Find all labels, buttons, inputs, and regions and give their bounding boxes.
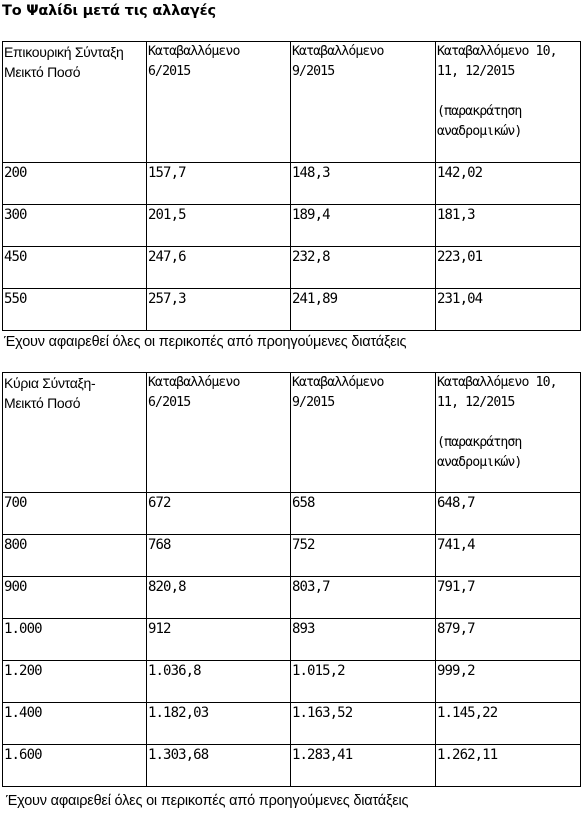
table-cell: 247,6 xyxy=(147,247,291,289)
table-cell: 803,7 xyxy=(291,577,436,619)
header-cell-9-2015 xyxy=(291,373,436,493)
table-cell: 148,3 xyxy=(291,163,436,205)
table-cell: 550 xyxy=(3,289,147,331)
table-cell: 1.145,22 xyxy=(436,703,581,745)
header-cell-10-12-2015 xyxy=(436,373,581,493)
header-text: Επικουρική Σύνταξη xyxy=(4,44,124,60)
header-text: Καταβαλλόμενο xyxy=(292,375,384,390)
table-cell: 1.015,2 xyxy=(291,661,436,703)
header-text: Κύρια Σύνταξη- xyxy=(4,375,96,391)
table-cell: 900 xyxy=(3,577,147,619)
table-footnote: Έχουν αφαιρεθεί όλες οι περικοπές από προηγούμενες διατάξεις xyxy=(4,334,407,350)
table-cell: 700 xyxy=(3,493,147,535)
table-cell: 142,02 xyxy=(436,163,581,205)
table-cell: 879,7 xyxy=(436,619,581,661)
header-text: 9/2015 xyxy=(292,64,335,79)
table-cell: 181,3 xyxy=(436,205,581,247)
table-cell: 1.283,41 xyxy=(291,745,436,787)
table-row xyxy=(3,703,581,745)
table-row xyxy=(3,205,581,247)
table-row xyxy=(3,493,581,535)
table-cell: 791,7 xyxy=(436,577,581,619)
header-note: αναδρομικών) xyxy=(437,455,522,470)
table-cell: 768 xyxy=(147,535,291,577)
table-cell: 1.000 xyxy=(3,619,147,661)
header-text: 9/2015 xyxy=(292,395,335,410)
table-cell: 300 xyxy=(3,205,147,247)
header-note: (παρακράτηση xyxy=(437,435,522,450)
table-header-row xyxy=(3,42,581,163)
table-cell: 893 xyxy=(291,619,436,661)
header-cell-10-12-2015 xyxy=(436,42,581,163)
table-footnote: Έχουν αφαιρεθεί όλες οι περικοπές από προηγούμενες διατάξεις xyxy=(6,793,409,809)
supplementary-pension-table xyxy=(2,41,581,331)
table-cell: 1.600 xyxy=(3,745,147,787)
table-row xyxy=(3,247,581,289)
header-text: 6/2015 xyxy=(148,395,191,410)
header-text: 6/2015 xyxy=(148,64,191,79)
table-cell: 257,3 xyxy=(147,289,291,331)
header-text: Μεικτό Ποσό xyxy=(4,395,81,411)
table-row xyxy=(3,289,581,331)
table-cell: 200 xyxy=(3,163,147,205)
table-header-row xyxy=(3,373,581,493)
table-cell: 1.200 xyxy=(3,661,147,703)
table-cell: 800 xyxy=(3,535,147,577)
table-cell: 1.036,8 xyxy=(147,661,291,703)
table-cell: 820,8 xyxy=(147,577,291,619)
table-row xyxy=(3,661,581,703)
table-cell: 241,89 xyxy=(291,289,436,331)
main-pension-table xyxy=(2,372,581,787)
table-cell: 157,7 xyxy=(147,163,291,205)
table-row xyxy=(3,535,581,577)
table-cell: 1.303,68 xyxy=(147,745,291,787)
header-cell-amount xyxy=(3,373,147,493)
table-cell: 672 xyxy=(147,493,291,535)
table-row xyxy=(3,745,581,787)
header-text: 11, 12/2015 xyxy=(437,395,515,410)
header-text: Μεικτό Ποσό xyxy=(4,64,81,80)
header-text: Καταβαλλόμενο 10, xyxy=(437,44,557,59)
header-text: Καταβαλλόμενο 10, xyxy=(437,375,557,390)
table-cell: 658 xyxy=(291,493,436,535)
table-cell: 1.163,52 xyxy=(291,703,436,745)
table-cell: 450 xyxy=(3,247,147,289)
header-cell-9-2015 xyxy=(291,42,436,163)
table-row xyxy=(3,619,581,661)
table-cell: 232,8 xyxy=(291,247,436,289)
table-row xyxy=(3,163,581,205)
table-cell: 189,4 xyxy=(291,205,436,247)
header-cell-6-2015 xyxy=(147,373,291,493)
header-cell-6-2015 xyxy=(147,42,291,163)
table-cell: 912 xyxy=(147,619,291,661)
table-cell: 1.400 xyxy=(3,703,147,745)
table-cell: 999,2 xyxy=(436,661,581,703)
table-cell: 648,7 xyxy=(436,493,581,535)
header-note: (παρακράτηση xyxy=(437,104,522,119)
header-text: Καταβαλλόμενο xyxy=(148,44,240,59)
table-cell: 752 xyxy=(291,535,436,577)
table-cell: 741,4 xyxy=(436,535,581,577)
header-text: 11, 12/2015 xyxy=(437,64,515,79)
page-title: Το Ψαλίδι μετά τις αλλαγές xyxy=(2,3,216,19)
header-text: Καταβαλλόμενο xyxy=(148,375,240,390)
header-text: Καταβαλλόμενο xyxy=(292,44,384,59)
table-cell: 1.182,03 xyxy=(147,703,291,745)
table-row xyxy=(3,577,581,619)
table-cell: 1.262,11 xyxy=(436,745,581,787)
header-note: αναδρομικών) xyxy=(437,124,522,139)
table-cell: 201,5 xyxy=(147,205,291,247)
table-cell: 231,04 xyxy=(436,289,581,331)
header-cell-amount xyxy=(3,42,147,163)
table-cell: 223,01 xyxy=(436,247,581,289)
